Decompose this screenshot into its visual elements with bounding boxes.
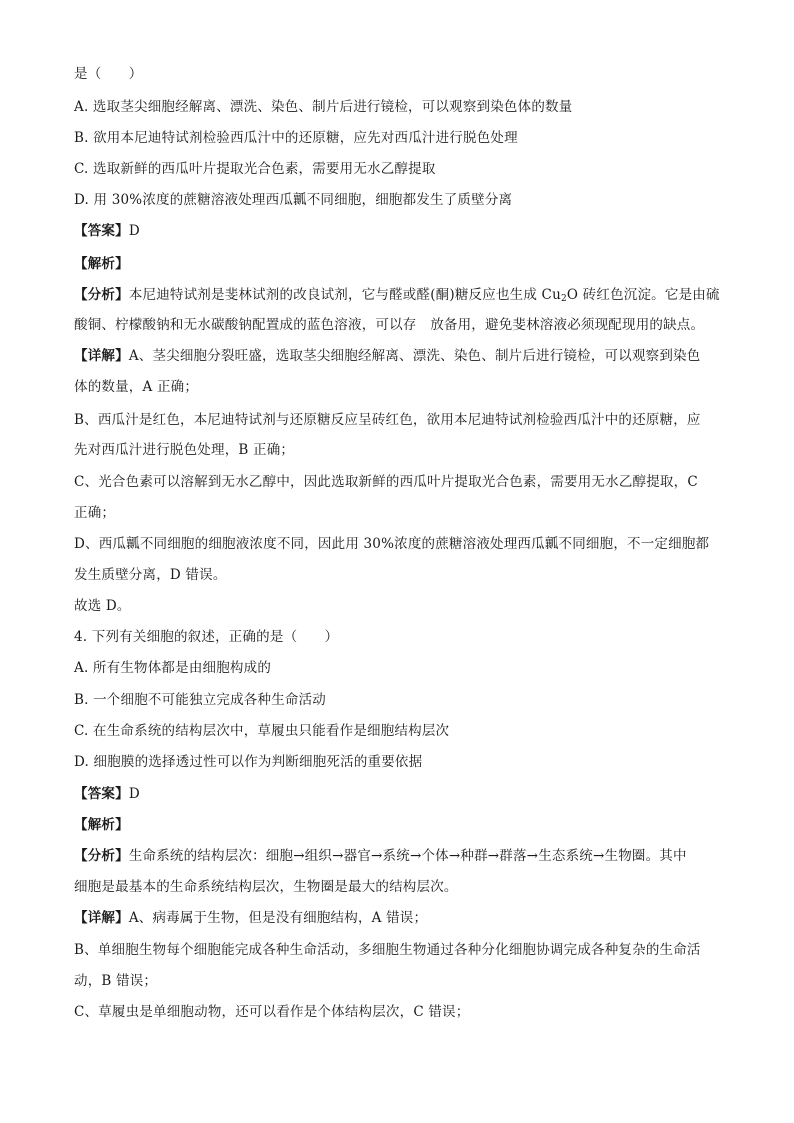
q3-fenxi-text-b: O 砖红色沉淀。它是由硫: [566, 287, 720, 303]
q3-analysis-tag: 【解析】: [74, 256, 129, 272]
q3-stem-tail: 是（ ）: [74, 66, 143, 82]
q3-option-c: C. 选取新鲜的西瓜叶片提取光合色素，需要用无水乙醇提取: [74, 161, 436, 177]
q3-detail-line-4: 先对西瓜汁进行脱色处理，B 正确；: [74, 442, 295, 458]
q3-option-b: B. 欲用本尼迪特试剂检验西瓜汁中的还原糖，应先对西瓜汁进行脱色处理: [74, 130, 518, 146]
q3-answer-tag: 【答案】: [74, 223, 129, 239]
q3-detail-line-1: [74, 346, 700, 366]
q3-fenxi-line-2: 酸铜、柠檬酸钠和无水碳酸钠配置成的蓝色溶液，可以存 放备用，避免斐林溶液必须现配现用的缺点。: [74, 317, 705, 333]
q4-analysis-tag: 【解析】: [74, 817, 129, 833]
q4-detail-line-3: 动，B 错误；: [74, 973, 158, 989]
q3-fenxi-line-1: [74, 285, 720, 305]
q4-detail-line-4: C、草履虫是单细胞动物，还可以看作是个体结构层次，C 错误；: [74, 1004, 470, 1020]
q4-option-a: A. 所有生物体都是由细胞构成的: [74, 660, 272, 676]
q3-detail-line-3: B、西瓜汁是红色，本尼迪特试剂与还原糖反应呈砖红色，欲用本尼迪特试剂检验西瓜汁中的还原糖，应: [74, 412, 701, 428]
q4-detail-text: A、病毒属于生物，但是没有细胞结构，A 错误；: [128, 910, 428, 926]
q3-detail-line-6: 正确；: [74, 505, 116, 521]
q3-detail-line-5: C、光合色素可以溶解到无水乙醇中，因此选取新鲜的西瓜叶片提取光合色素，需要用无水乙醇提取，C: [74, 474, 698, 490]
q4-option-b: B. 一个细胞不可能独立完成各种生命活动: [74, 692, 327, 708]
q3-option-d: D. 用 30%浓度的蔗糖溶液处理西瓜瓤不同细胞，细胞都发生了质壁分离: [74, 192, 513, 208]
q4-fenxi-line-1: [74, 846, 687, 866]
q3-option-a: A. 选取茎尖细胞经解离、漂洗、染色、制片后进行镜检，可以观察到染色体的数量: [74, 99, 573, 115]
q3-detail-line-8: 发生质壁分离，D 错误。: [74, 567, 227, 583]
q4-detail-line-2: B、单细胞生物每个细胞能完成各种生命活动，多细胞生物通过各种分化细胞协调完成各种复杂的生命活: [74, 942, 701, 958]
q4-stem: 4. 下列有关细胞的叙述，正确的是（ ）: [74, 629, 339, 645]
q3-detail-tag: 【详解】: [74, 348, 129, 364]
q3-conclusion: 故选 D。: [74, 598, 131, 614]
q3-answer-line: [74, 221, 140, 241]
q4-answer-tag: 【答案】: [74, 786, 129, 802]
q4-detail-line-1: [74, 908, 427, 928]
q3-fenxi-subscript: 2: [560, 294, 567, 304]
q3-detail-line-7: D、西瓜瓤不同细胞的细胞液浓度不同，因此用 30%浓度的蔗糖溶液处理西瓜瓤不同细胞，不一定细胞都: [74, 536, 710, 552]
q4-option-d: D. 细胞膜的选择透过性可以作为判断细胞死活的重要依据: [74, 754, 423, 770]
q4-fenxi-line-2: 细胞是最基本的生命系统结构层次，生物圈是最大的结构层次。: [74, 879, 458, 895]
q3-fenxi-text-a: 本尼迪特试剂是斐林试剂的改良试剂，它与醛或醛(酮)糖反应也生成 Cu: [128, 287, 561, 303]
q4-fenxi-text: 生命系统的结构层次：细胞→组织→器官→系统→个体→种群→群落→生态系统→生物圈。其中: [128, 848, 687, 864]
q4-fenxi-tag: 【分析】: [74, 848, 129, 864]
q3-detail-line-2: 体的数量，A 正确；: [74, 379, 199, 395]
q4-answer-line: [74, 784, 140, 804]
q3-detail-text: A、茎尖细胞分裂旺盛，选取茎尖细胞经解离、漂洗、染色、制片后进行镜检，可以观察到染色: [128, 348, 701, 364]
q4-answer-value: D: [128, 786, 140, 802]
q4-option-c: C. 在生命系统的结构层次中，草履虫只能看作是细胞结构层次: [74, 723, 450, 739]
q3-fenxi-tag: 【分析】: [74, 287, 129, 303]
q4-detail-tag: 【详解】: [74, 910, 129, 926]
q3-answer-value: D: [128, 223, 140, 239]
